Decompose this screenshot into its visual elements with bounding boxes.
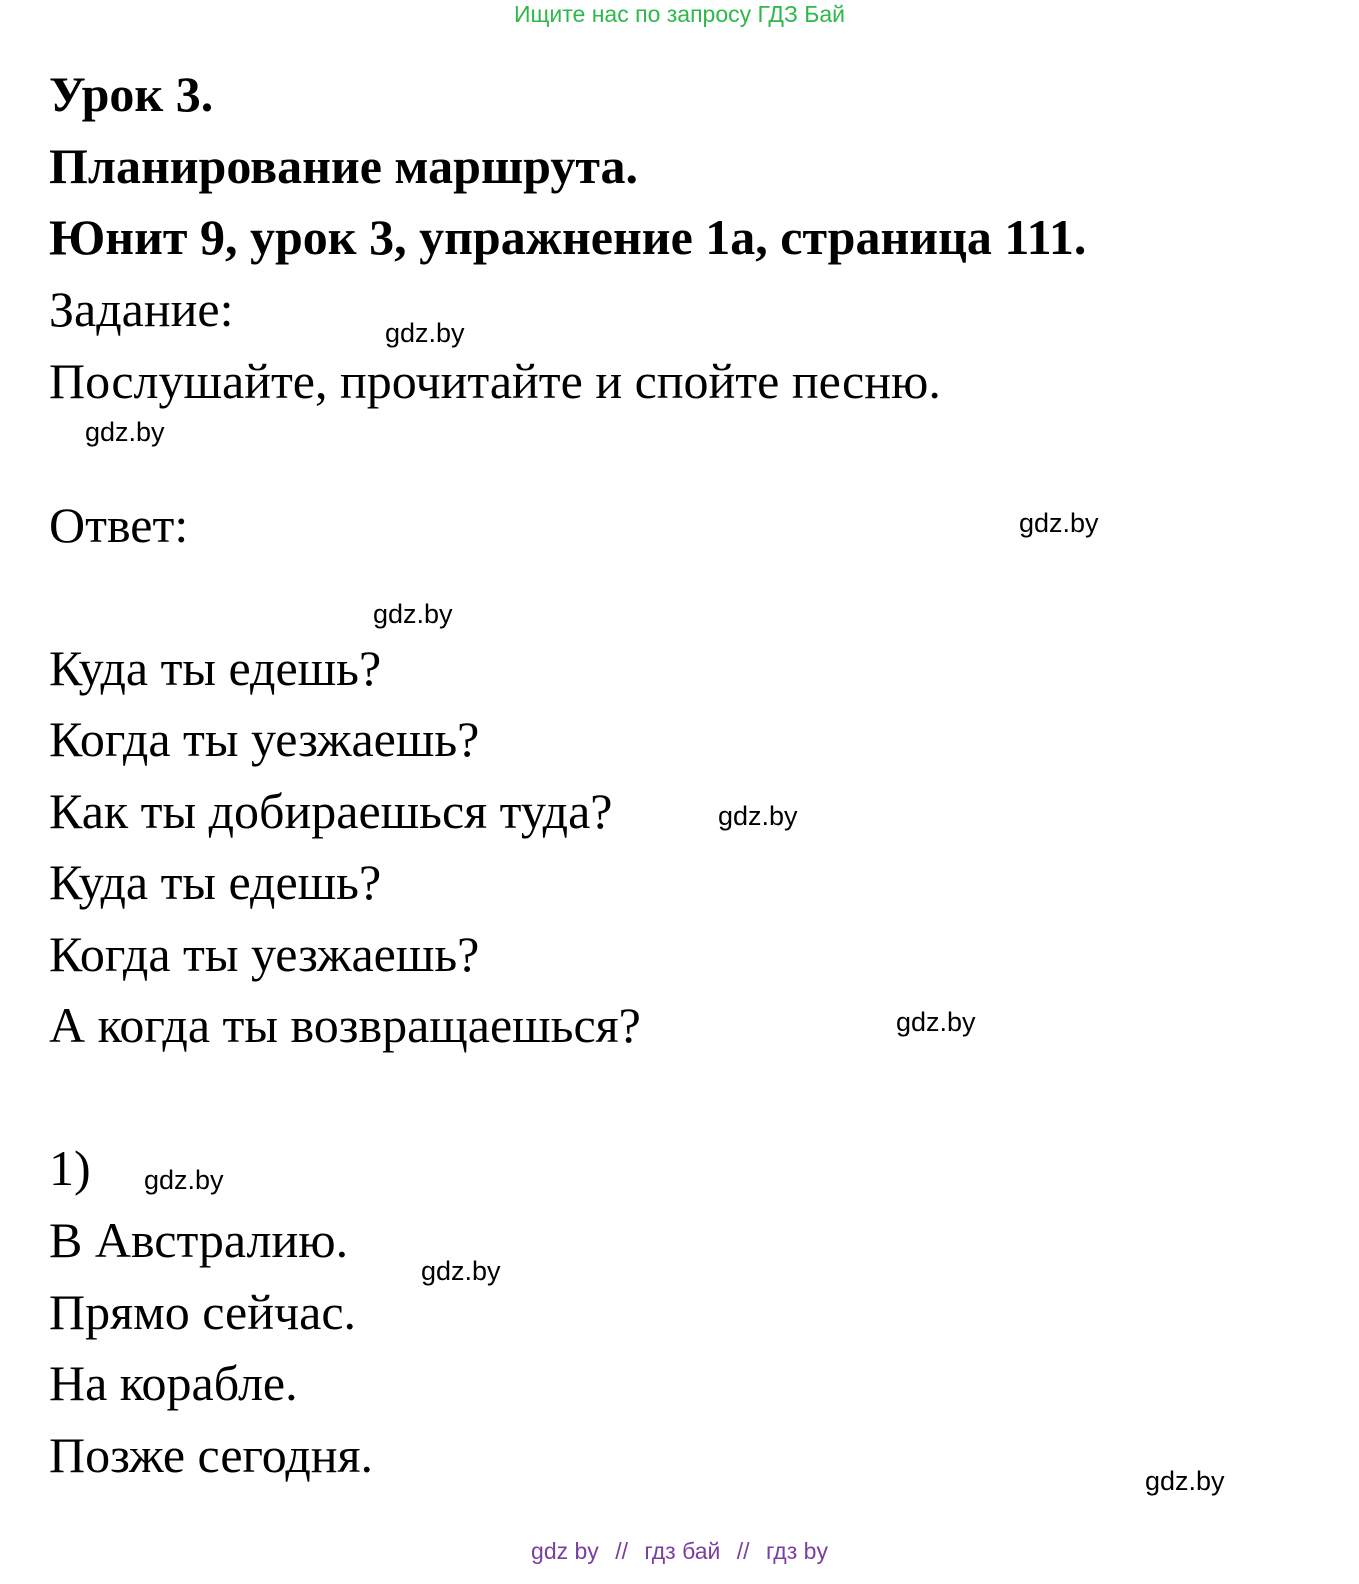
item-number: 1)	[49, 1140, 91, 1196]
footer-separator: //	[736, 1538, 750, 1564]
watermark: gdz.by	[85, 417, 165, 447]
song-line: Куда ты едешь?	[49, 640, 382, 696]
response-line: На корабле.	[49, 1355, 298, 1411]
response-line: В Австралию.	[49, 1212, 349, 1268]
song-line: Когда ты уезжаешь?	[49, 926, 480, 982]
task-label: Задание:	[49, 281, 234, 337]
footer-links	[0, 1537, 1359, 1565]
task-text: Послушайте, прочитайте и спойте песню.	[49, 353, 941, 409]
watermark: gdz.by	[421, 1256, 501, 1286]
answer-label: Ответ:	[49, 497, 189, 553]
footer-link-gdz-by[interactable]: gdz by	[531, 1538, 599, 1564]
song-line: Куда ты едешь?	[49, 854, 382, 910]
footer-separator: //	[615, 1538, 628, 1564]
footer-link-gdz-bai[interactable]: гдз бай	[644, 1538, 721, 1564]
watermark: gdz.by	[1019, 508, 1099, 538]
watermark: gdz.by	[896, 1007, 976, 1037]
footer-link-gdz-by-ru[interactable]: гдз by	[765, 1538, 828, 1564]
song-line: Когда ты уезжаешь?	[49, 711, 480, 767]
song-line: Как ты добираешься туда?	[49, 783, 613, 839]
song-line: А когда ты возвращаешься?	[49, 997, 641, 1053]
watermark: gdz.by	[718, 801, 798, 831]
watermark: gdz.by	[144, 1165, 224, 1195]
watermark: gdz.by	[1145, 1466, 1225, 1496]
exercise-reference: Юнит 9, урок 3, упражнение 1а, страница 111.	[49, 209, 1087, 265]
lesson-title: Урок 3.	[49, 66, 214, 122]
watermark: gdz.by	[385, 318, 465, 348]
top-banner: Ищите нас по запросу ГДЗ Бай	[513, 1, 846, 27]
watermark: gdz.by	[373, 599, 453, 629]
topic-title: Планирование маршрута.	[49, 138, 638, 194]
response-line: Прямо сейчас.	[49, 1284, 357, 1340]
response-line: Позже сегодня.	[49, 1427, 374, 1483]
